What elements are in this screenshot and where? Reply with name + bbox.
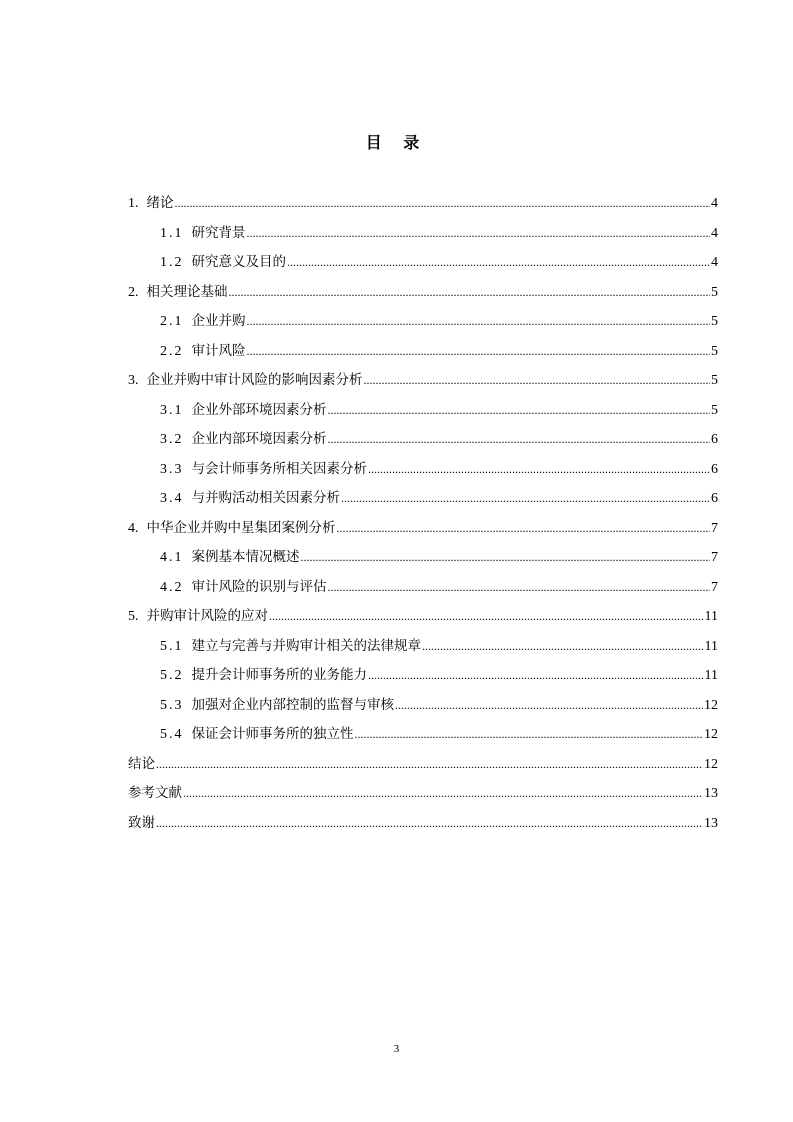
toc-entry-number: 1.1 bbox=[160, 225, 184, 241]
toc-entry-label: 致谢 bbox=[128, 814, 155, 831]
toc-entry-label: 企业并购 bbox=[191, 313, 246, 329]
toc-entry-label: 绪论 bbox=[146, 195, 174, 211]
dot-leader bbox=[328, 425, 711, 455]
toc-entry-label: 审计风险的识别与评估 bbox=[191, 578, 327, 595]
toc-entry-page: 12 bbox=[704, 727, 718, 742]
toc-entry-page: 11 bbox=[704, 638, 718, 654]
toc-entry-number: 2. bbox=[128, 284, 139, 300]
dot-leader bbox=[364, 366, 711, 396]
toc-entry-label: 审计风险 bbox=[191, 342, 246, 359]
toc-entry-page: 5 bbox=[711, 402, 718, 418]
dot-leader bbox=[341, 484, 710, 514]
toc-entry[interactable] bbox=[128, 750, 718, 780]
toc-entry-number: 2.1 bbox=[160, 314, 184, 329]
dot-leader bbox=[183, 779, 703, 809]
toc-entry-number: 1. bbox=[128, 196, 139, 211]
dot-leader bbox=[328, 573, 711, 603]
toc-entry-number: 3.4 bbox=[160, 491, 184, 506]
toc-entry-label: 并购审计风险的应对 bbox=[146, 608, 268, 624]
toc-entry-page: 4 bbox=[711, 255, 718, 270]
toc-entry-page: 12 bbox=[704, 756, 718, 772]
toc-entry-number: 5.3 bbox=[160, 697, 184, 713]
toc-entry[interactable] bbox=[128, 278, 718, 308]
dot-leader bbox=[422, 632, 704, 662]
toc-entry[interactable] bbox=[128, 219, 718, 249]
toc-entry-number: 2.2 bbox=[160, 343, 184, 359]
toc-entry[interactable] bbox=[128, 337, 718, 367]
toc-entry-label: 结论 bbox=[128, 755, 155, 772]
toc-entry-label: 企业内部环境因素分析 bbox=[191, 431, 327, 447]
toc-list bbox=[128, 189, 718, 838]
toc-entry-label: 加强对企业内部控制的监督与审核 bbox=[191, 696, 394, 713]
toc-entry[interactable] bbox=[128, 484, 718, 514]
dot-leader bbox=[247, 337, 711, 367]
toc-entry-page: 7 bbox=[711, 579, 718, 595]
toc-entry-page: 5 bbox=[711, 314, 718, 329]
dot-leader bbox=[368, 661, 704, 691]
toc-entry-label: 与会计师事务所相关因素分析 bbox=[191, 460, 367, 477]
toc-entry-page: 7 bbox=[711, 520, 718, 536]
toc-entry-label: 企业外部环境因素分析 bbox=[191, 401, 327, 418]
toc-entry[interactable] bbox=[128, 543, 718, 573]
dot-leader bbox=[156, 809, 703, 839]
toc-entry[interactable] bbox=[128, 632, 718, 662]
toc-entry-number: 5.4 bbox=[160, 727, 184, 742]
toc-entry[interactable] bbox=[128, 720, 718, 750]
toc-entry-label: 参考文献 bbox=[128, 785, 182, 801]
toc-entry[interactable] bbox=[128, 779, 718, 809]
toc-entry[interactable] bbox=[128, 691, 718, 721]
toc-entry[interactable] bbox=[128, 809, 718, 839]
toc-entry[interactable] bbox=[128, 248, 718, 278]
toc-entry-page: 6 bbox=[711, 432, 718, 447]
dot-leader bbox=[328, 396, 711, 426]
toc-entry-page: 7 bbox=[711, 550, 718, 565]
dot-leader bbox=[301, 543, 711, 573]
toc-entry-label: 研究背景 bbox=[191, 224, 246, 241]
toc-entry-page: 4 bbox=[711, 196, 718, 211]
toc-entry[interactable] bbox=[128, 189, 718, 219]
toc-entry[interactable] bbox=[128, 514, 718, 544]
dot-leader bbox=[156, 750, 703, 780]
toc-entry[interactable] bbox=[128, 573, 718, 603]
dot-leader bbox=[395, 691, 703, 721]
toc-entry-page: 5 bbox=[711, 373, 718, 388]
toc-entry-number: 4.1 bbox=[160, 550, 184, 565]
toc-entry[interactable] bbox=[128, 307, 718, 337]
toc-entry-number: 3.3 bbox=[160, 461, 184, 477]
toc-entry-page: 13 bbox=[704, 815, 718, 831]
toc-entry-page: 11 bbox=[704, 609, 718, 624]
toc-entry-page: 13 bbox=[704, 786, 718, 801]
toc-entry-label: 与并购活动相关因素分析 bbox=[191, 490, 340, 506]
dot-leader bbox=[287, 248, 710, 278]
toc-entry-number: 1.2 bbox=[160, 255, 184, 270]
toc-entry-label: 案例基本情况概述 bbox=[191, 549, 300, 565]
page-number: 3 bbox=[393, 1043, 400, 1055]
dot-leader bbox=[355, 720, 704, 750]
toc-entry-page: 5 bbox=[711, 343, 718, 359]
toc-entry[interactable] bbox=[128, 366, 718, 396]
toc-entry-page: 12 bbox=[704, 697, 718, 713]
toc-entry[interactable] bbox=[128, 602, 718, 632]
dot-leader bbox=[247, 219, 711, 249]
toc-entry-label: 中华企业并购中星集团案例分析 bbox=[146, 519, 336, 536]
toc-entry-number: 5. bbox=[128, 609, 139, 624]
toc-entry[interactable] bbox=[128, 396, 718, 426]
dot-leader bbox=[247, 307, 711, 337]
toc-entry[interactable] bbox=[128, 425, 718, 455]
toc-entry-number: 5.2 bbox=[160, 668, 184, 683]
toc-entry[interactable] bbox=[128, 455, 718, 485]
toc-entry[interactable] bbox=[128, 661, 718, 691]
toc-entry-label: 保证会计师事务所的独立性 bbox=[191, 726, 354, 742]
toc-entry-label: 建立与完善与并购审计相关的法律规章 bbox=[191, 637, 421, 654]
toc-entry-number: 4.2 bbox=[160, 579, 184, 595]
dot-leader bbox=[229, 278, 711, 308]
toc-entry-page: 6 bbox=[711, 491, 718, 506]
toc-entry-number: 5.1 bbox=[160, 638, 184, 654]
toc-title: 目 录 bbox=[365, 133, 428, 152]
dot-leader bbox=[269, 602, 704, 632]
toc-entry-number: 4. bbox=[128, 520, 139, 536]
toc-entry-label: 企业并购中审计风险的影响因素分析 bbox=[146, 372, 363, 388]
toc-entry-number: 3.1 bbox=[160, 402, 184, 418]
toc-entry-page: 6 bbox=[711, 461, 718, 477]
toc-entry-page: 11 bbox=[704, 668, 718, 683]
dot-leader bbox=[368, 455, 710, 485]
toc-entry-label: 研究意义及目的 bbox=[191, 254, 286, 270]
dot-leader bbox=[175, 189, 711, 219]
toc-entry-page: 4 bbox=[711, 225, 718, 241]
dot-leader bbox=[337, 514, 711, 544]
toc-entry-label: 相关理论基础 bbox=[146, 283, 228, 300]
toc-entry-number: 3.2 bbox=[160, 432, 184, 447]
toc-entry-number: 3. bbox=[128, 373, 139, 388]
toc-entry-label: 提升会计师事务所的业务能力 bbox=[191, 667, 367, 683]
toc-entry-page: 5 bbox=[711, 284, 718, 300]
